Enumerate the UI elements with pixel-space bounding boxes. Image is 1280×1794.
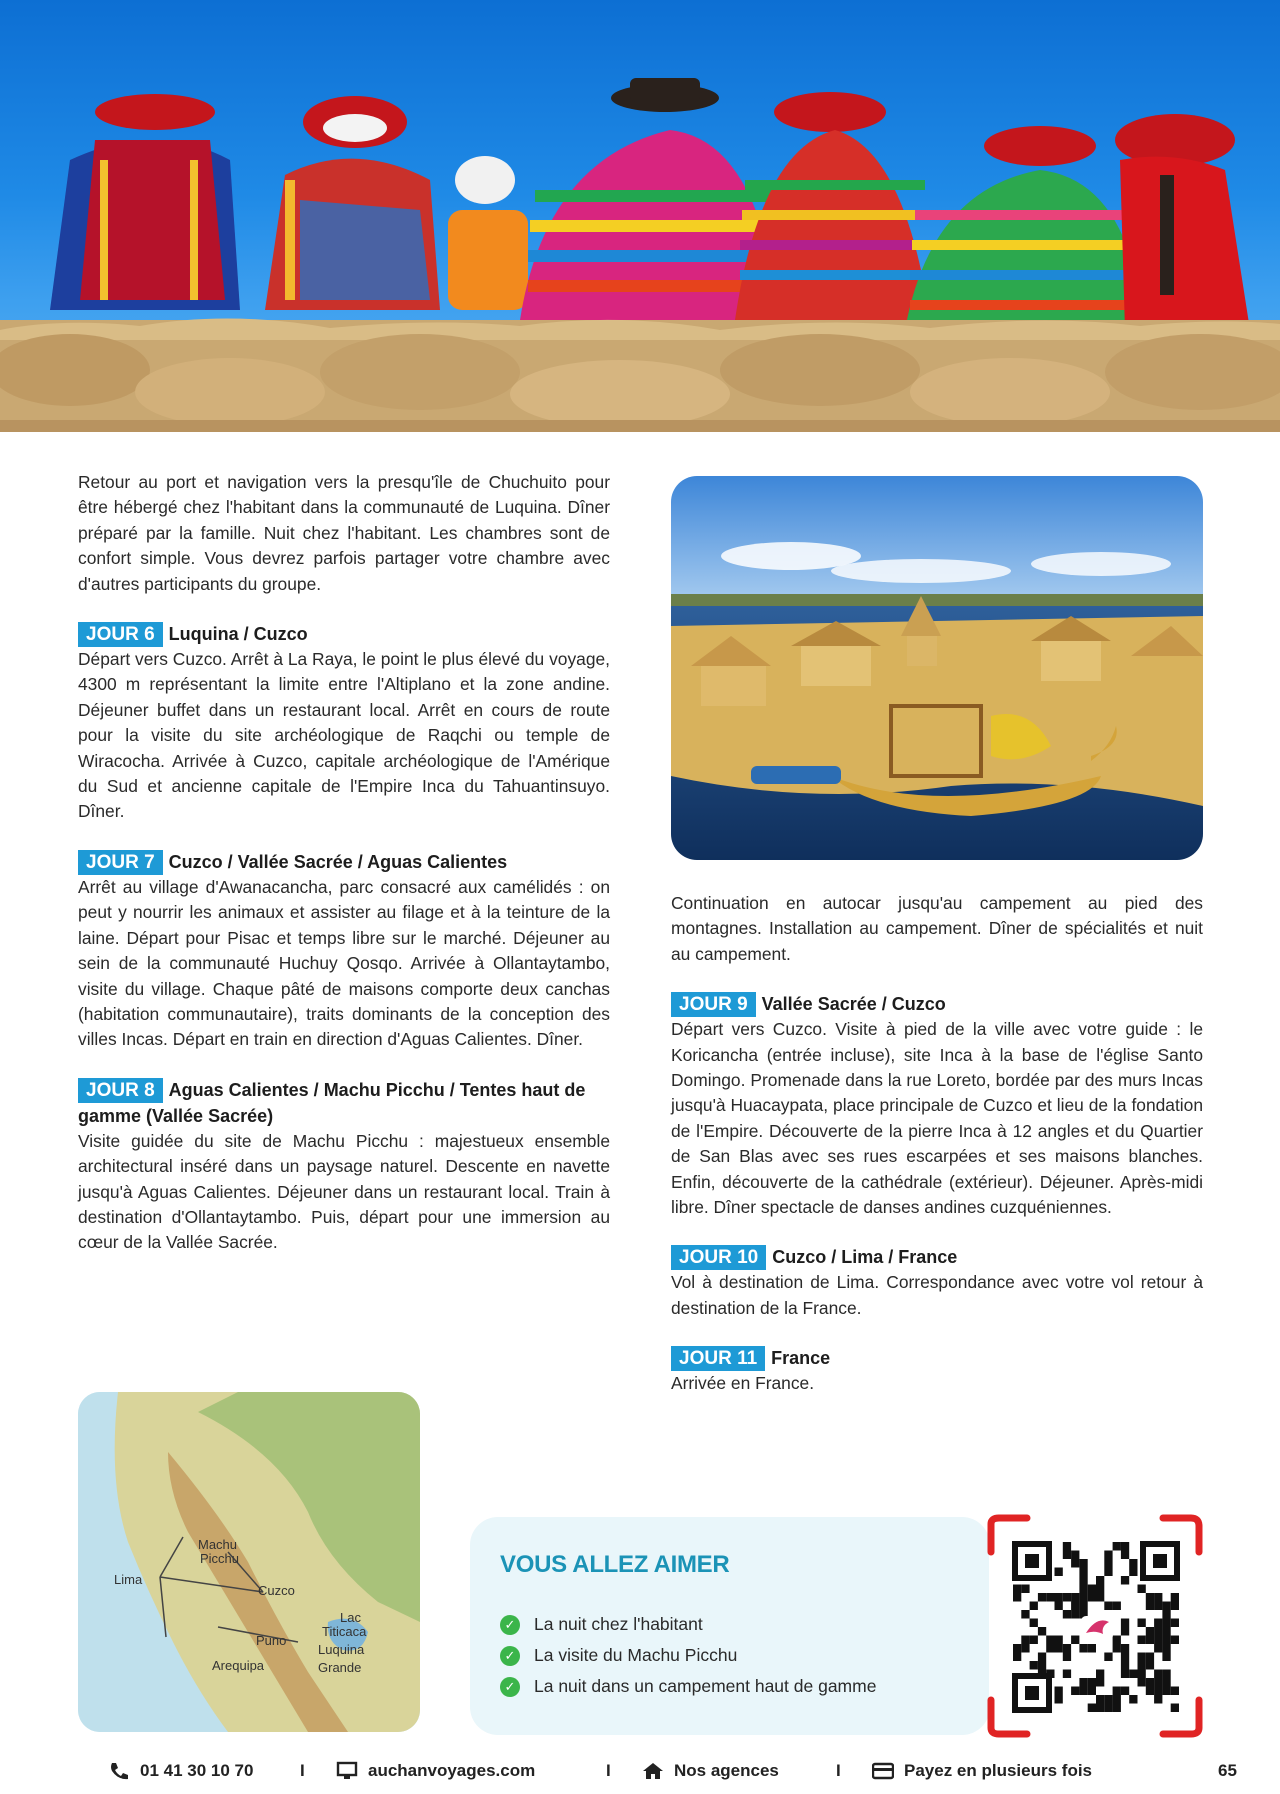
jour-10-title: Cuzco / Lima / France [772, 1247, 958, 1268]
map-label-lima: Lima [114, 1572, 143, 1587]
footer-agencies[interactable] [642, 1761, 779, 1781]
jour-8-heading [78, 1077, 610, 1129]
jour-9-tag: JOUR 9 [671, 992, 756, 1017]
footer-phone[interactable] [108, 1761, 253, 1781]
jour-6-heading [78, 621, 610, 647]
jour-7-title: Cuzco / Vallée Sacrée / Aguas Calientes [168, 851, 508, 872]
jour-10-tag: JOUR 10 [671, 1245, 766, 1270]
page-number: 65 [1218, 1761, 1237, 1780]
jour-11-text: Arrivée en France. [671, 1373, 815, 1394]
stone-wall [0, 318, 1280, 432]
map-label-arequipa: Arequipa [212, 1658, 265, 1673]
footer-separator: I [836, 1761, 841, 1780]
continuation-paragraph: Continuation en autocar jusqu'au campement au pied des montagnes. Installation au campement. Dîner de spécialités et nuit au campement. [671, 893, 1203, 964]
jour-11-tag: JOUR 11 [671, 1346, 765, 1371]
jour-7-tag: JOUR 7 [78, 850, 163, 875]
jour-7-text: Arrêt au village d'Awanacancha, parc consacré aux camélidés : on peut y nourrir les animaux et assister au filage et à la teinture de la laine. Départ pour Pisac et temps libre sur le marché. Déjeuner au sein de la communauté Huchuy Qosqo. Arrivée à Ollantaytambo, visite du village. Chaque pâté de maisons comporte deux canchas (habitation communautaire), traits dominants de la conception des villes Incas. Départ en train en direction d'Aguas Calientes. Dîner. [78, 876, 610, 1050]
footer-separator: I [606, 1761, 611, 1780]
card-icon [872, 1761, 894, 1781]
map-label-machu: Machu [198, 1537, 238, 1552]
jour-9-text: Départ vers Cuzco. Visite à pied de la ville avec votre guide : le Koricancha (entrée incluse), site Inca à la base de l'église Santo Domingo. Promenade dans la rue Loreto, bordée par des murs Incas jusqu'à Huacaypata, place principale de Cuzco et lieu de la fondation de l'Empire. Découverte de la pierre Inca à 12 angles et du Quartier de San Blas avec ses rues escarpées et ses maisons blanches. Enfin, découverte de la cathédrale (extérieur). Déjeuner. Après-midi libre. Dîner spectacle de danses andines cuzquéniennes. [671, 1019, 1203, 1218]
jour-8-block [78, 1077, 610, 1256]
monitor-icon [336, 1761, 358, 1781]
jour-8-title: Aguas Calientes / Machu Picchu / Tentes haut de gamme (Vallée Sacrée) [78, 1079, 586, 1126]
agencies-link: Nos agences [674, 1761, 779, 1780]
jour-8-text: Visite guidée du site de Machu Picchu : majestueux ensemble architectural inséré dans un paysage naturel. Descente en navette jusqu'à Aguas Calientes. Déjeuner dans un restaurant local. Train à destination d'Ollantaytambo. Puis, départ pour une immersion au cœur de la Vallée Sacrée. [78, 1130, 610, 1253]
jour-9-title: Vallée Sacrée / Cuzco [761, 994, 946, 1015]
vous-allez-aimer-box [470, 1517, 990, 1735]
aimer-title: VOUS ALLEZ AIMER [500, 1551, 730, 1578]
hero-photo [0, 0, 1280, 432]
route-map [78, 1392, 420, 1732]
jour-6-block [78, 621, 610, 825]
house-icon [642, 1761, 664, 1781]
phone-number: 01 41 30 10 70 [140, 1761, 254, 1780]
jour-7-block [78, 849, 610, 1053]
jour-10-text: Vol à destination de Lima. Correspondance avec votre vol retour à destination de la France. [671, 1272, 1203, 1318]
footer-website[interactable] [336, 1761, 535, 1781]
jour-7-heading [78, 849, 610, 875]
aimer-item-label: La nuit chez l'habitant [534, 1614, 703, 1634]
aimer-list [500, 1609, 876, 1702]
check-icon: ✓ [500, 1646, 520, 1666]
aimer-item [500, 1640, 876, 1671]
jour-10-heading [671, 1244, 1203, 1270]
jour-9-heading [671, 991, 1203, 1017]
jour-11-heading [671, 1345, 1203, 1371]
right-column [671, 891, 1203, 1397]
left-column [78, 470, 610, 1256]
jour-6-title: Luquina / Cuzco [168, 624, 308, 645]
website-link: auchanvoyages.com [368, 1761, 536, 1780]
map-label-puno: Puno [256, 1633, 287, 1648]
check-icon: ✓ [500, 1615, 520, 1635]
intro-paragraph: Retour au port et navigation vers la presqu'île de Chuchuito pour être hébergé chez l'habitant dans la communauté de Luquina. Dîner préparé par la famille. Nuit chez l'habitant. Les chambres sont de confort simple. Vous devrez parfois partager votre chambre avec d'autres participants du groupe. [78, 472, 610, 594]
map-label-grande: Grande [318, 1660, 362, 1675]
aimer-item [500, 1671, 876, 1702]
map-label-luquina: Luquina [318, 1642, 365, 1657]
jour-6-tag: JOUR 6 [78, 622, 163, 647]
people-group [50, 78, 1250, 330]
payment-link: Payez en plusieurs fois [904, 1761, 1093, 1780]
footer-separator: I [300, 1761, 305, 1780]
map-label-cuzco: Cuzco [258, 1583, 295, 1598]
aimer-item-label: La visite du Machu Picchu [534, 1645, 738, 1665]
jour-10-block [671, 1244, 1203, 1321]
jour-11-block [671, 1345, 1203, 1396]
map-label-picchu: Picchu [200, 1551, 240, 1566]
phone-icon [108, 1761, 130, 1781]
footer-bar [0, 1758, 1280, 1788]
map-label-lac: Lac [340, 1610, 361, 1625]
jour-6-text: Départ vers Cuzco. Arrêt à La Raya, le point le plus élevé du voyage, 4300 m représentant la limite entre l'Altiplano et la zone andine. Déjeuner buffet dans un restaurant local. Arrêt en cours de route pour la visite du site archéologique de Raqchi ou temple de Wiracocha. Arrivée à Cuzco, capitale archéologique de l'Amérique du Sud et ancienne capitale de l'Empire Inca du Tahuantinsuyo. Dîner. [78, 649, 610, 822]
footer-payment[interactable] [872, 1761, 1092, 1781]
jour-9-block [671, 991, 1203, 1220]
check-icon: ✓ [500, 1677, 520, 1697]
qr-code[interactable] [985, 1512, 1205, 1740]
aimer-item [500, 1609, 876, 1640]
jour-11-title: France [771, 1348, 831, 1369]
jour-8-tag: JOUR 8 [78, 1078, 163, 1103]
map-label-titicaca: Titicaca [322, 1624, 367, 1639]
aimer-item-label: La nuit dans un campement haut de gamme [534, 1676, 877, 1696]
lake-titicaca-photo [671, 476, 1203, 860]
